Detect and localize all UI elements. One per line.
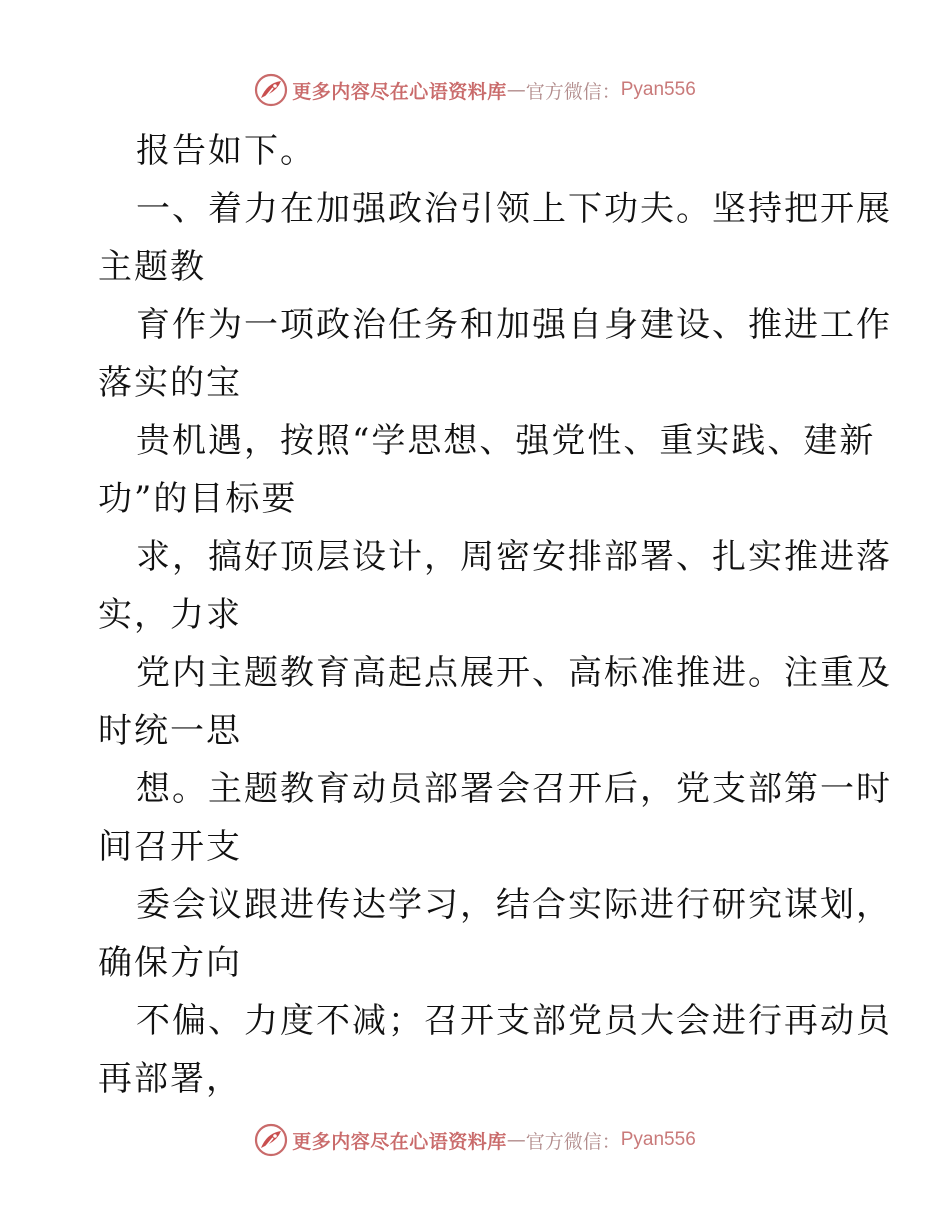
pen-nib-logo-icon: [254, 73, 288, 107]
text-line: 一、着力在加强政治引领上下功夫。坚持把开展: [136, 189, 892, 229]
text-line: 实，力求: [98, 595, 242, 635]
text-line: 贵机遇，按照“学思想、强党性、重实践、建新: [136, 421, 876, 461]
text-line: 再部署，: [98, 1059, 242, 1099]
text-line: 想。主题教育动员部署会召开后，党支部第一时: [136, 769, 892, 809]
text-line: 时统一思: [98, 711, 242, 751]
text-line: 育作为一项政治任务和加强自身建设、推进工作: [136, 305, 892, 345]
text-line: 确保方向: [98, 943, 242, 983]
banner-wechat-label: 官方微信：: [525, 80, 621, 103]
text-line: 落实的宝: [98, 363, 242, 403]
banner-wechat-label: 官方微信：: [525, 1130, 621, 1153]
footer-banner: [0, 1120, 950, 1160]
text-line: 间召开支: [98, 827, 242, 867]
banner-text: 更多内容尽在心语资料库: [292, 1130, 507, 1153]
header-banner: [0, 70, 950, 110]
banner-dash: —: [506, 1129, 526, 1151]
text-line: 功”的目标要: [98, 479, 298, 519]
text-line: 报告如下。: [136, 131, 316, 171]
text-line: 求，搞好顶层设计，周密安排部署、扎实推进落: [136, 537, 892, 577]
text-line: 不偏、力度不减；召开支部党员大会进行再动员: [136, 1001, 892, 1041]
text-line: 主题教: [98, 247, 206, 287]
text-line: 委会议跟进传达学习，结合实际进行研究谋划，: [136, 885, 892, 925]
pen-nib-logo-icon: [254, 1123, 288, 1157]
banner-dash: —: [506, 79, 526, 101]
banner-wechat-id: Pyan556: [620, 1129, 696, 1150]
banner-wechat-id: Pyan556: [620, 79, 696, 100]
document-body: [98, 122, 892, 1108]
banner-text: 更多内容尽在心语资料库: [292, 80, 507, 103]
text-line: 党内主题教育高起点展开、高标准推进。注重及: [136, 653, 892, 693]
